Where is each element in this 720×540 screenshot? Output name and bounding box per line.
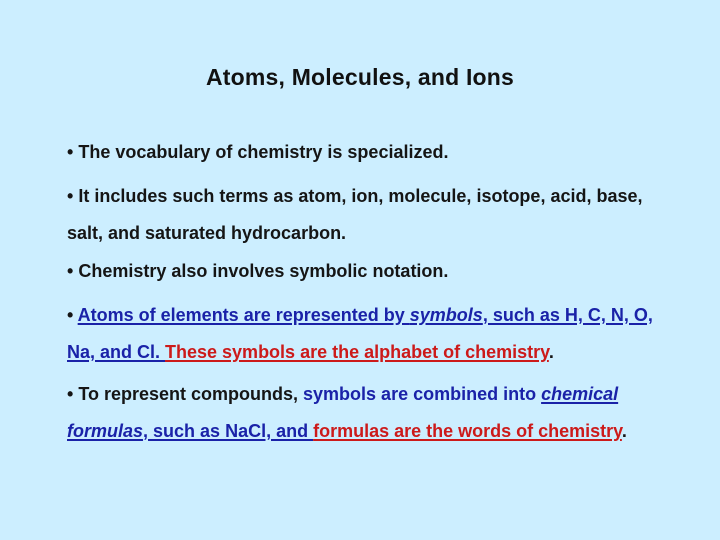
bullet-marker: • bbox=[67, 261, 74, 281]
bullet-text: It includes such terms as atom, ion, molecule, isotope, acid, base, salt, and saturated hydrocarbon. bbox=[67, 186, 643, 243]
bullet-symbolic-notation bbox=[67, 257, 667, 285]
formulas-words-text: formulas are the words of chemistry bbox=[313, 421, 622, 441]
bullet-terms bbox=[67, 178, 667, 252]
combined-text: symbols are combined into bbox=[303, 384, 542, 404]
symbols-alphabet-text: These symbols are the alphabet of chemistry bbox=[165, 342, 549, 362]
bullet-marker: • bbox=[67, 142, 74, 162]
bullet-marker: • bbox=[67, 384, 74, 404]
slide-title: Atoms, Molecules, and Ions bbox=[205, 64, 515, 90]
bullet-marker: • bbox=[67, 186, 74, 206]
bullet-marker: • bbox=[67, 305, 74, 325]
bullet-formulas bbox=[67, 376, 667, 450]
formula-example-text: , such as NaCl, and bbox=[143, 421, 314, 441]
symbols-period: . bbox=[548, 342, 554, 362]
formulas-period: . bbox=[621, 421, 627, 441]
compounds-intro-text: To represent compounds, bbox=[78, 384, 304, 404]
symbols-examples: , such as H, C, N, O, Na, and Cl. bbox=[67, 305, 653, 362]
bullet-symbols bbox=[67, 297, 667, 371]
symbols-emphasis: symbols bbox=[409, 305, 483, 325]
bullet-vocabulary bbox=[67, 138, 667, 166]
bullet-text: Chemistry also involves symbolic notation. bbox=[78, 261, 449, 281]
chemical-formulas-term: chemical formulas bbox=[67, 384, 619, 441]
bullet-text: The vocabulary of chemistry is specialized. bbox=[78, 142, 449, 162]
bullet-list bbox=[67, 138, 667, 455]
symbols-intro-text: Atoms of elements are represented by bbox=[77, 305, 410, 325]
